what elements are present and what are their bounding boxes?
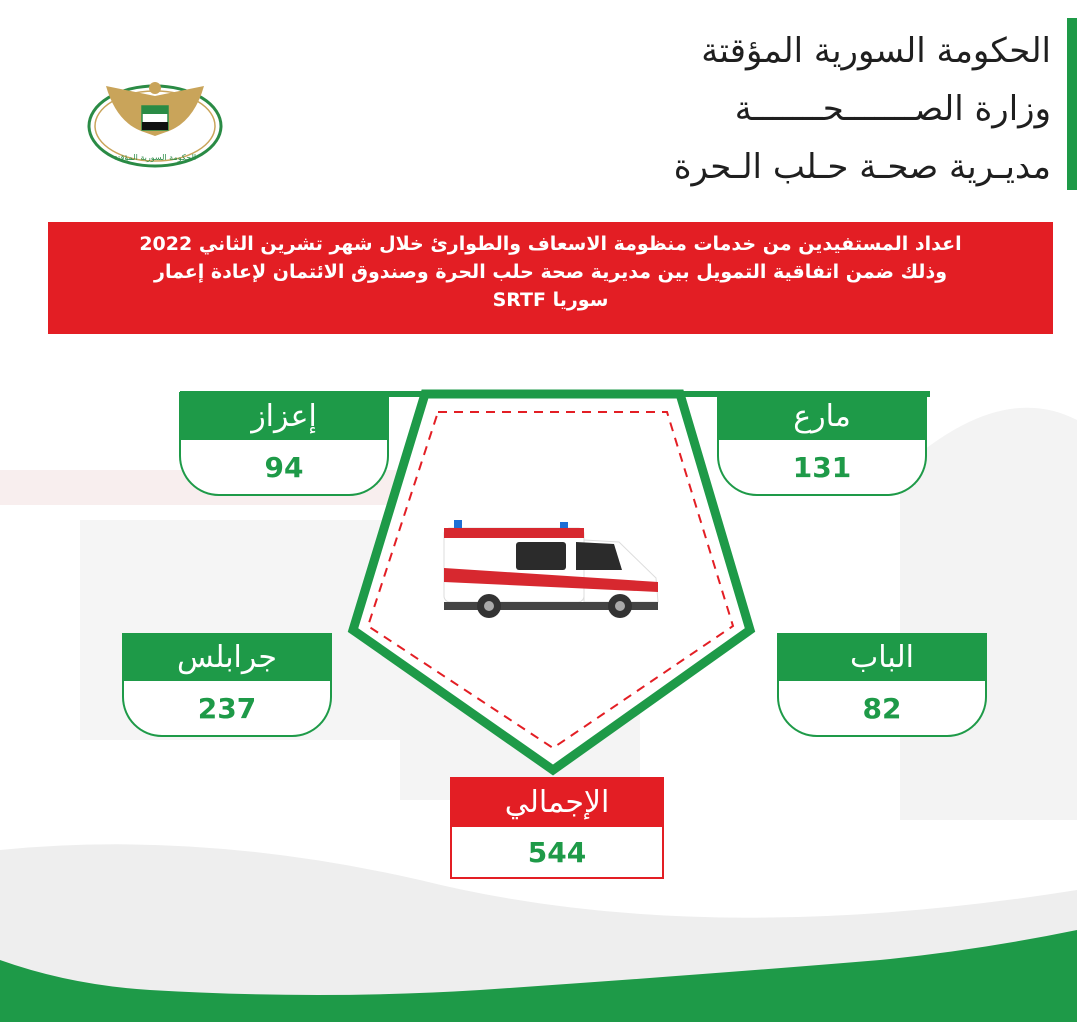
banner-line-1: اعداد المستفيدين من خدمات منظومة الاسعاف والطوارئ خلال شهر تشرين الثاني 2022	[139, 233, 962, 255]
header-accent-bar	[1067, 18, 1077, 190]
ministry-title: وزارة الصـــــــحـــــــة	[734, 89, 1051, 129]
stat-value-azaz: 94	[179, 440, 389, 496]
stat-box-albab	[777, 633, 987, 737]
stat-box-total	[450, 777, 664, 879]
stat-value-jarablus: 237	[122, 681, 332, 737]
stat-value-albab: 82	[777, 681, 987, 737]
info-banner	[48, 222, 1053, 334]
stat-label-albab: الباب	[777, 633, 987, 681]
emblem-text: الحكومة السورية المؤقتة	[113, 153, 197, 162]
stat-label-marea: مارع	[717, 392, 927, 440]
stat-box-jarablus	[122, 633, 332, 737]
stat-label-jarablus: جرابلس	[122, 633, 332, 681]
header-titles	[531, 22, 1051, 196]
banner-line-3: سوريا SRTF	[492, 289, 609, 311]
government-title: الحكومة السورية المؤقتة	[701, 31, 1051, 71]
stat-label-azaz: إعزاز	[179, 392, 389, 440]
directorate-title: مديـرية صحـة حـلب الـحرة	[673, 147, 1051, 187]
stat-box-azaz	[179, 392, 389, 496]
banner-line-2: وذلك ضمن اتفاقية التمويل بين مديرية صحة حلب الحرة وصندوق الائتمان لإعادة إعمار	[154, 261, 947, 283]
stat-value-total: 544	[450, 827, 664, 879]
stat-value-marea: 131	[717, 440, 927, 496]
stat-label-total: الإجمالي	[450, 777, 664, 827]
stat-box-marea	[717, 392, 927, 496]
eagle-emblem-icon	[86, 66, 224, 170]
